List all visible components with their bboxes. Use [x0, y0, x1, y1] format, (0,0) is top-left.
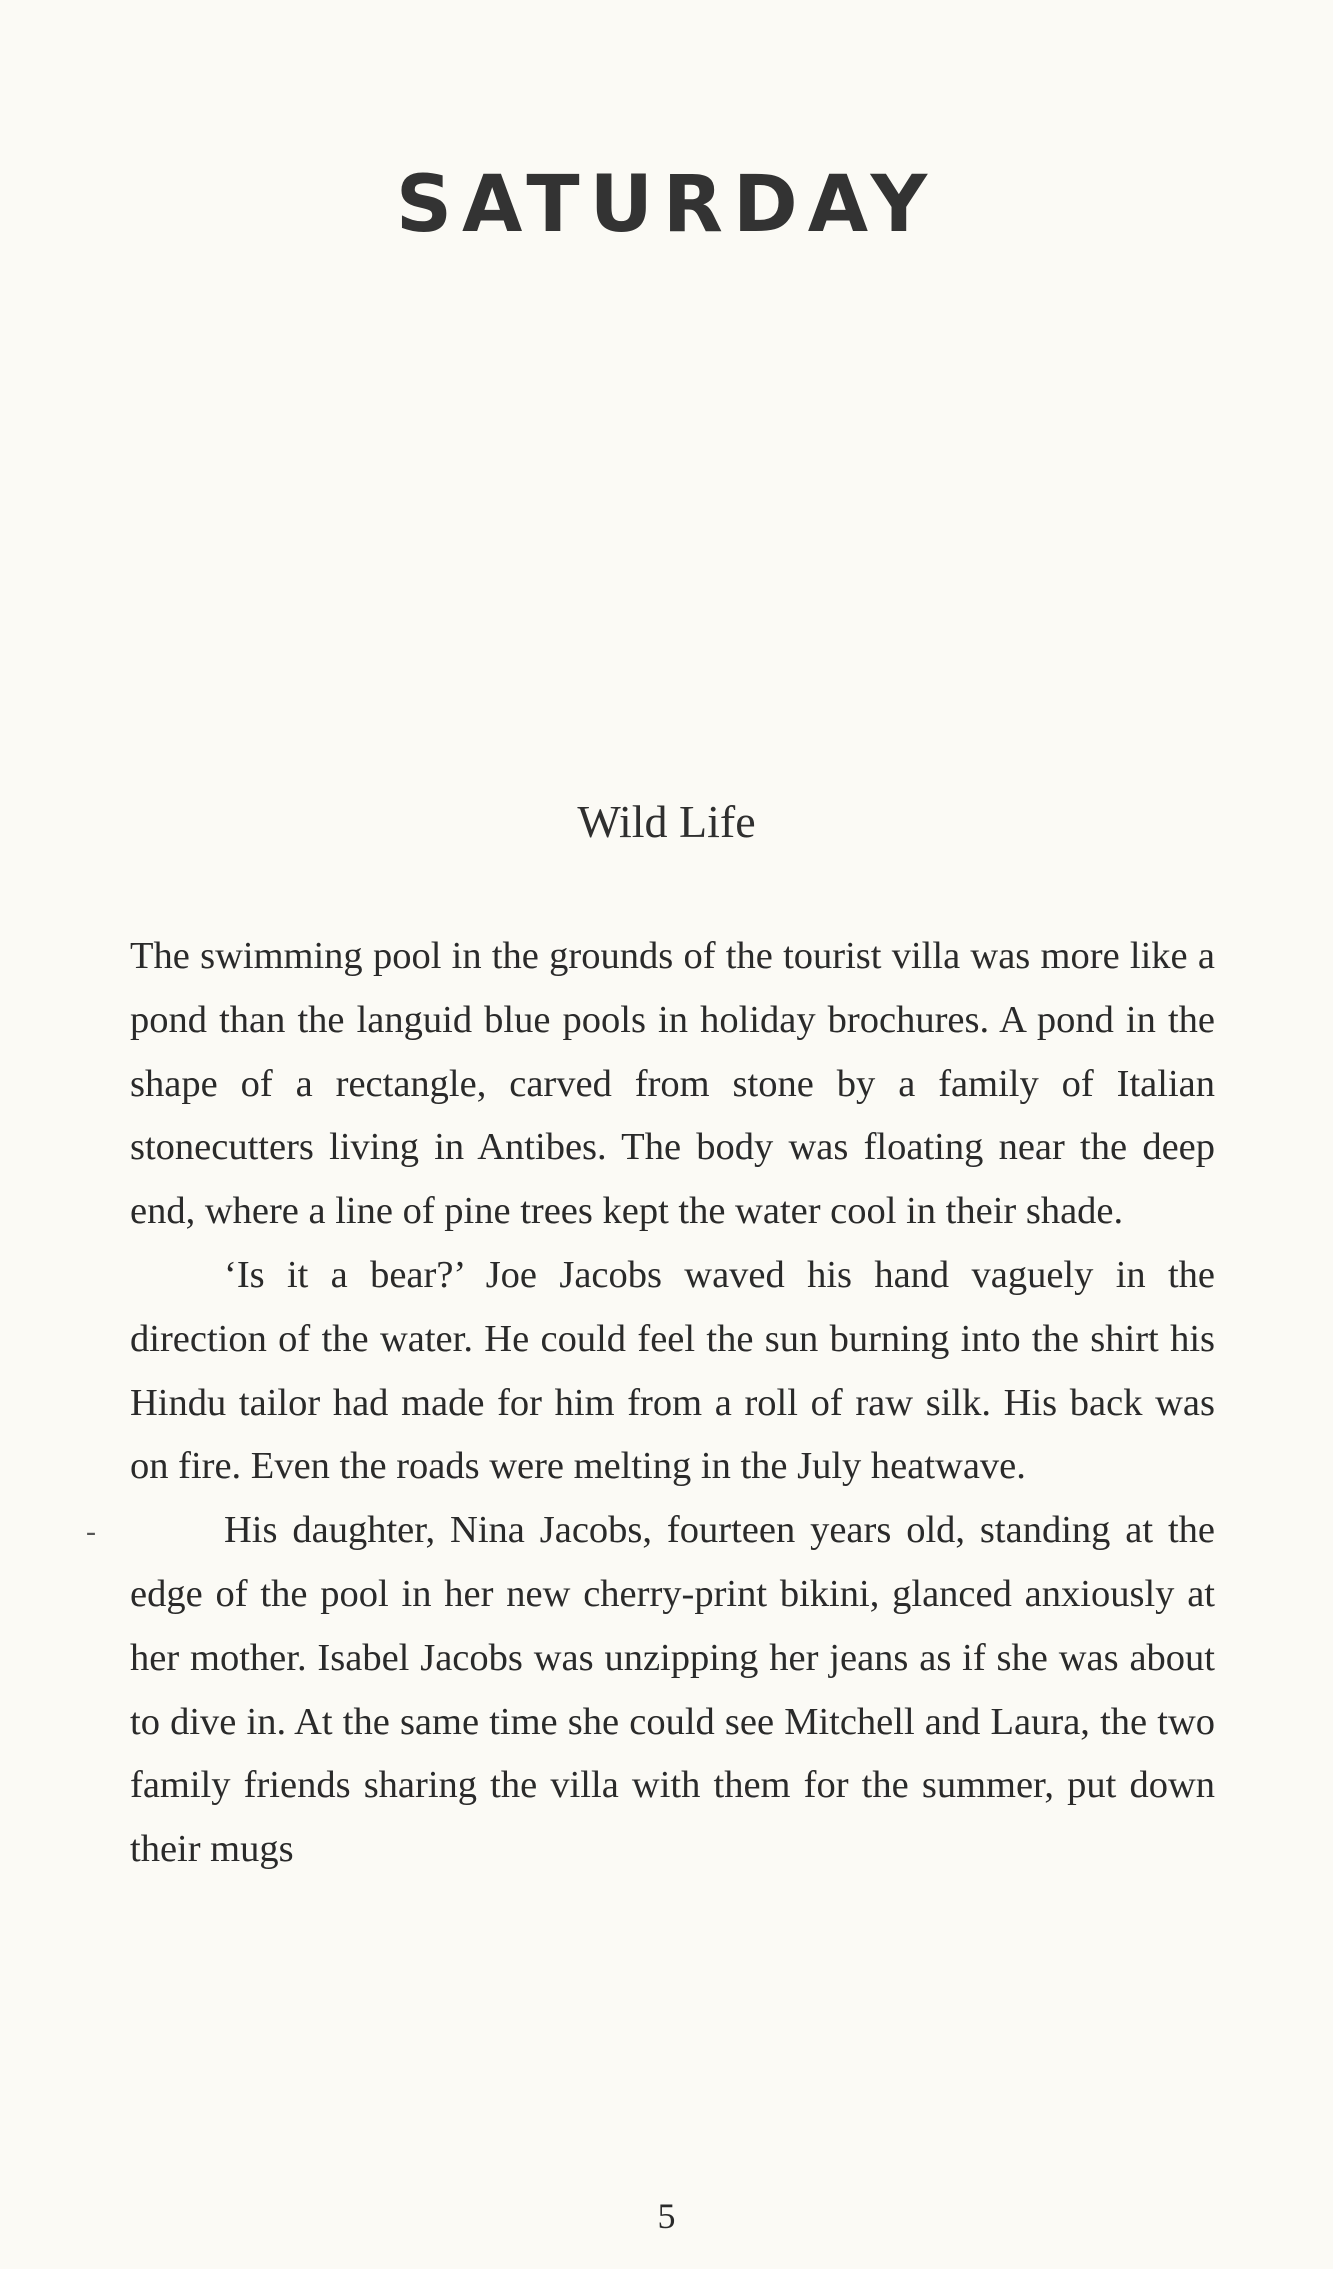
- part-title: SATURDAY: [395, 160, 938, 250]
- paragraph: The swimming pool in the grounds of the tourist villa was more like a pond than the languid blue pools in holiday brochures. A pond in the shape of a rectangle, carved from stone by a family of Italian stonecutters living in Antibes. The body was floating near the deep end, where a line of pine trees kept the water cool in their shade.: [130, 935, 1215, 1233]
- paragraph: His daughter, Nina Jacobs, fourteen years old, standing at the edge of the pool in her new cherry-print bikini, glanced anxiously at her mother. Isabel Jacobs was unzipping her jeans as if she was about to dive in. At the same time she could see Mitchell and Laura, the two family friends sharing the villa with them for the summer, put down their mugs: [130, 1509, 1215, 1871]
- page-number: 5: [657, 2196, 676, 2236]
- chapter-title: Wild Life: [577, 796, 756, 847]
- paragraph: ‘Is it a bear?’ Joe Jacobs waved his hand vaguely in the direction of the water. He could feel the sun burning into the shirt his Hindu tailor had made for him from a roll of raw silk. His back was on fire. Even the roads were melting in the July heatwave.: [130, 1253, 1215, 1488]
- body-text: [130, 925, 1215, 1882]
- margin-mark: -: [86, 1515, 96, 1548]
